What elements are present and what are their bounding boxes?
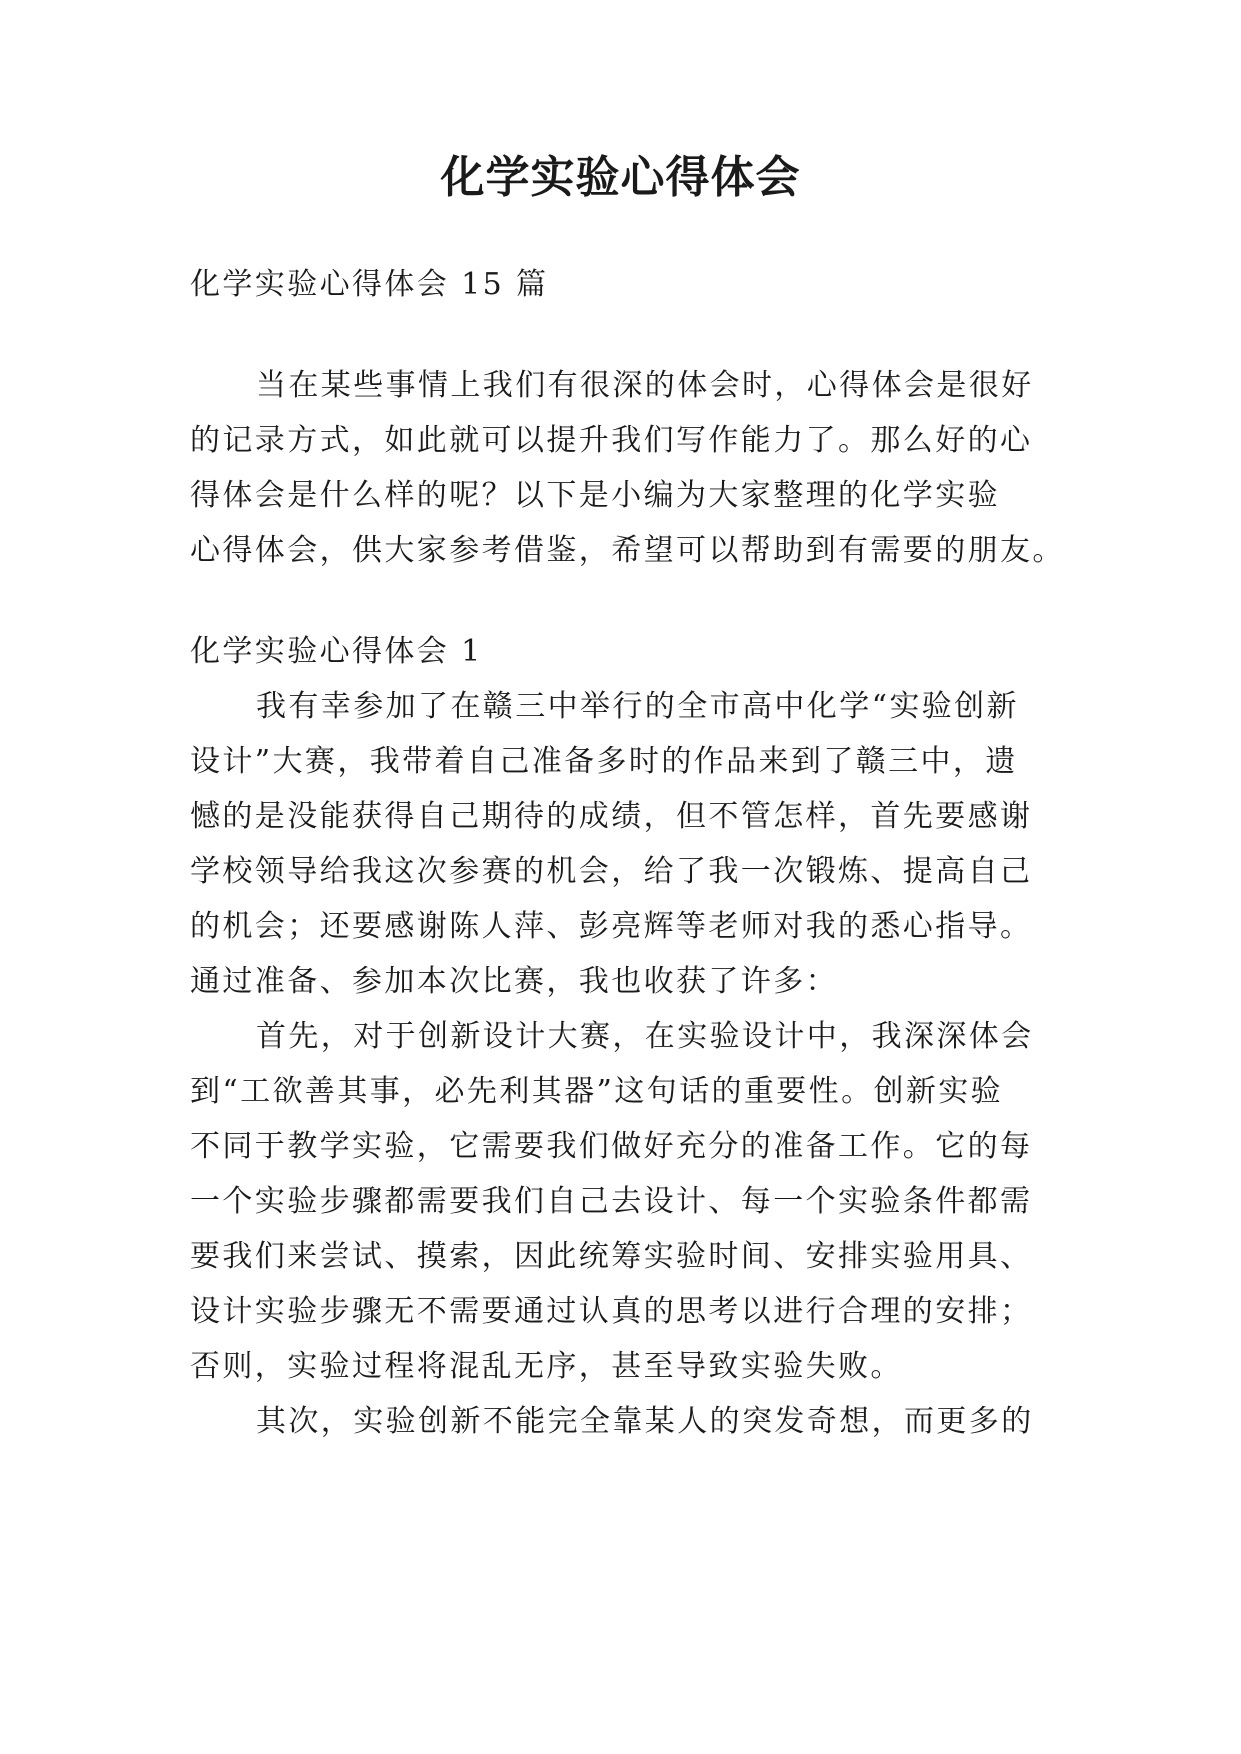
document-title: 化学实验心得体会 xyxy=(440,152,801,203)
paragraph-line: 到“工欲善其事，必先利其器”这句话的重要性。创新实验 xyxy=(190,1074,1004,1109)
paragraph-line: 不同于教学实验，它需要我们做好充分的准备工作。它的每 xyxy=(190,1129,1033,1164)
paragraph-line: 否则，实验过程将混乱无序，甚至导致实验失败。 xyxy=(190,1349,903,1384)
section-heading: 化学实验心得体会 1 xyxy=(190,634,483,669)
intro-line: 得体会是什么样的呢？以下是小编为大家整理的化学实验 xyxy=(190,478,1000,513)
document-subtitle: 化学实验心得体会 15 篇 xyxy=(190,267,549,302)
paragraph-line: 首先，对于创新设计大赛，在实验设计中，我深深体会 xyxy=(256,1019,1034,1054)
intro-line: 的记录方式，如此就可以提升我们写作能力了。那么好的心 xyxy=(190,423,1033,458)
paragraph-line: 学校领导给我这次参赛的机会，给了我一次锻炼、提高自己 xyxy=(190,854,1033,889)
intro-line: 当在某些事情上我们有很深的体会时，心得体会是很好 xyxy=(256,368,1034,403)
paragraph-line: 设计”大赛，我带着自己准备多时的作品来到了赣三中，遗 xyxy=(190,744,1018,779)
paragraph-line: 憾的是没能获得自己期待的成绩，但不管怎样，首先要感谢 xyxy=(190,799,1033,834)
paragraph-line: 设计实验步骤无不需要通过认真的思考以进行合理的安排； xyxy=(190,1294,1033,1329)
paragraph-line: 我有幸参加了在赣三中举行的全市高中化学“实验创新 xyxy=(256,689,1019,724)
intro-line: 心得体会，供大家参考借鉴，希望可以帮助到有需要的朋友。 xyxy=(190,533,1065,568)
paragraph-line: 的机会；还要感谢陈人萍、彭亮辉等老师对我的悉心指导。 xyxy=(190,909,1033,944)
paragraph-line: 通过准备、参加本次比赛，我也收获了许多： xyxy=(190,964,838,999)
paragraph-line: 一个实验步骤都需要我们自己去设计、每一个实验条件都需 xyxy=(190,1184,1033,1219)
paragraph-line: 其次，实验创新不能完全靠某人的突发奇想，而更多的 xyxy=(256,1404,1034,1439)
paragraph-line: 要我们来尝试、摸索，因此统筹实验时间、安排实验用具、 xyxy=(190,1239,1033,1274)
